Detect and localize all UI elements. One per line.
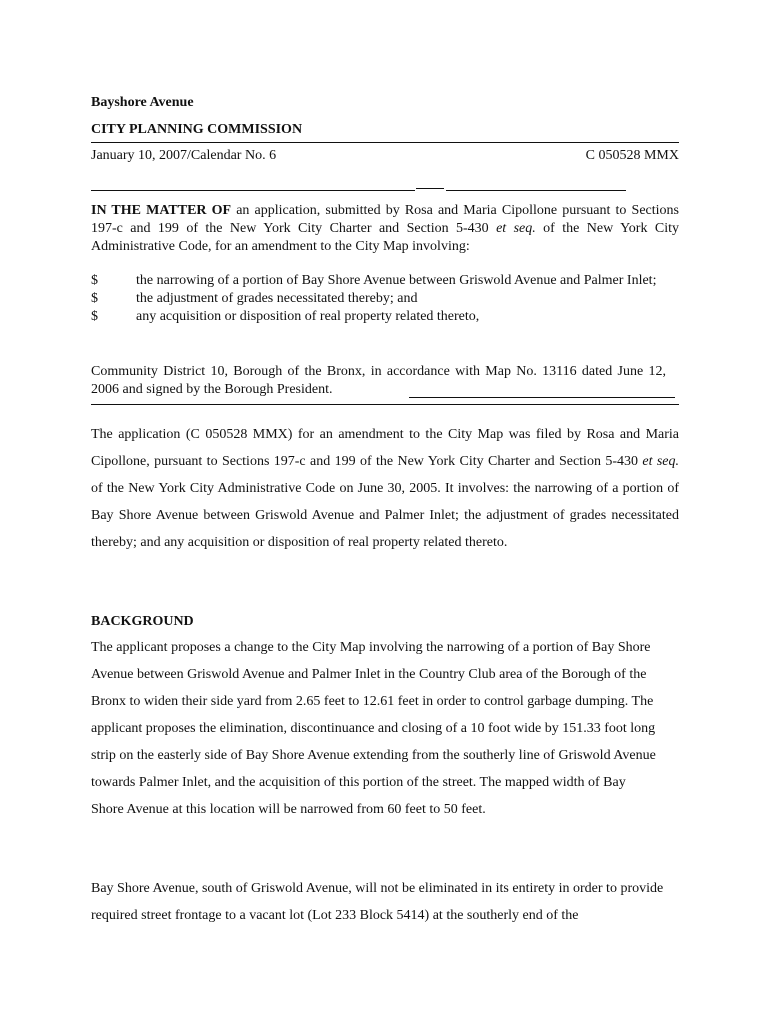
list-item <box>91 272 679 290</box>
matter-italic: et seq. <box>496 221 536 236</box>
matter-text-1: an application, submitted by Rosa and Maria Cipollone pursuant to Sections 197-c and 199 of the New York City Charter and Section 5-430 <box>91 203 679 236</box>
calendar-line <box>91 147 679 165</box>
bullet-symbol: $ <box>91 291 98 306</box>
background-paragraph-2: Bay Shore Avenue, south of Griswold Avenue, will not be eliminated in its entirety in order to provide required street frontage to a vacant lot (Lot 233 Block 5414) at the southerly end of the <box>91 881 664 923</box>
matter-text-2: of the New York City Administrative Code, for an amendment to the City Map involving: <box>91 221 680 254</box>
matter-lead: IN THE MATTER OF <box>91 203 232 218</box>
signature-line-left <box>91 190 415 191</box>
bullet-text: the narrowing of a portion of Bay Shore Avenue between Griswold Avenue and Palmer Inlet; <box>136 273 657 288</box>
bullet-text: the adjustment of grades necessitated thereby; and <box>136 291 418 306</box>
document-title: Bayshore Avenue <box>91 95 194 110</box>
background-heading: BACKGROUND <box>91 614 194 629</box>
signature-line-right <box>446 190 626 191</box>
bullet-list <box>91 272 679 326</box>
section-rule <box>91 404 679 405</box>
header-rule <box>91 142 679 143</box>
district-signature-line <box>409 397 675 398</box>
commission-name: CITY PLANNING COMMISSION <box>91 122 303 137</box>
list-item <box>91 308 679 326</box>
bullet-symbol: $ <box>91 273 98 288</box>
application-italic: et seq. <box>642 454 679 469</box>
bullet-text: any acquisition or disposition of real property related thereto, <box>136 309 480 324</box>
date-calendar: January 10, 2007/Calendar No. 6 <box>91 148 277 163</box>
background-paragraph-1: The applicant proposes a change to the City Map involving the narrowing of a portion of Bay Shore Avenue between Griswold Avenue and Palmer Inlet in the Country Club area of the Borough of the Bronx to widen their side yard from 2.65 feet to 12.61 feet in order to control garbage dumping. The applicant proposes the elimination, discontinuance and closing of a 10 foot wide by 151.33 foot long strip on the easterly side of Bay Shore Avenue extending from the southerly line of Griswold Avenue towards Palmer Inlet, and the acquisition of this portion of the street. The mapped width of Bay Shore Avenue at this location will be narrowed from 60 feet to 50 feet. <box>91 640 656 817</box>
signature-line-mid <box>416 188 444 189</box>
list-item <box>91 290 679 308</box>
bullet-symbol: $ <box>91 309 98 324</box>
application-paragraph <box>91 421 679 556</box>
application-text-2: of the New York City Administrative Code on June 30, 2005. It involves: the narrowing of a portion of Bay Shore Avenue between Griswold Avenue and Palmer Inlet; the adjustment of grades necessitated thereby; and any acquisition or disposition of real property related thereto. <box>91 481 679 550</box>
matter-paragraph <box>91 202 679 256</box>
application-text-1: The application (C 050528 MMX) for an amendment to the City Map was filed by Rosa and Maria Cipollone, pursuant to Sections 197-c and 199 of the New York City Charter and Section 5-430 <box>91 427 679 469</box>
district-paragraph: Community District 10, Borough of the Bronx, in accordance with Map No. 13116 dated June 12, 2006 and signed by the Borough President. <box>91 364 666 397</box>
case-number: C 050528 MMX <box>585 148 679 163</box>
